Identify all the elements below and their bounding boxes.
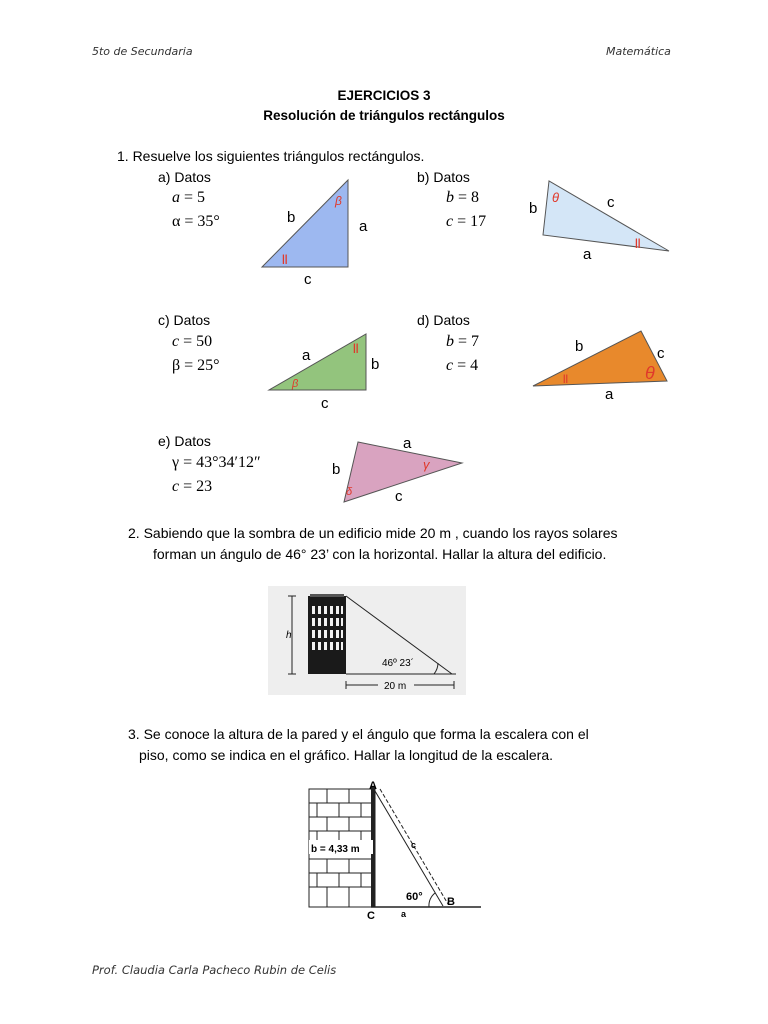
- page-subtitle: Resolución de triángulos rectángulos: [263, 108, 505, 123]
- ex1a-right-mark: ||: [282, 254, 288, 265]
- ex1-statement: 1. Resuelve los siguientes triángulos rectángulos.: [117, 148, 425, 164]
- ex1e-angle-gamma: γ: [423, 457, 430, 472]
- ex1e-angle-delta: δ: [346, 486, 353, 498]
- ex3-angle-label: 60°: [406, 891, 423, 903]
- ex1b-angle-label: θ: [552, 190, 560, 205]
- ex1d-angle-label: θ: [645, 363, 655, 383]
- ex2-height-label: h: [286, 630, 292, 641]
- ex1b-side-a: a: [583, 246, 592, 263]
- ex1a-datum-1: a = 5: [172, 189, 206, 206]
- ex1d-side-b: b: [575, 338, 584, 355]
- ex1b-side-c: c: [607, 194, 615, 211]
- ex3-line-1: 3. Se conoce la altura de la pared y el ángulo que forma la escalera con el: [128, 726, 589, 742]
- ex3-vertex-b: B: [447, 896, 455, 908]
- ex1d-triangle-figure: [525, 325, 675, 405]
- ex2-line-1: 2. Sabiendo que la sombra de un edificio mide 20 m , cuando los rayos solares: [128, 525, 618, 541]
- ex2-line-2: forman un ángulo de 46° 23’ con la horizontal. Hallar la altura del edificio.: [153, 546, 607, 562]
- ex1a-side-b: b: [287, 209, 296, 226]
- ex1d-right-mark: ||: [563, 373, 569, 383]
- ex1b-triangle-figure: [525, 175, 675, 265]
- ex1e-label: e) Datos: [158, 433, 211, 449]
- ex1e-triangle-figure: [325, 432, 470, 507]
- header-left: 5to de Secundaria: [92, 45, 193, 58]
- ex1c-side-a: a: [302, 347, 311, 364]
- ex3-vertex-c: C: [367, 910, 375, 922]
- ex1a-side-a: a: [359, 218, 368, 235]
- ex2-length-label: 20 m: [384, 681, 407, 692]
- page-title: EJERCICIOS 3: [337, 88, 431, 103]
- ex1b-side-b: b: [529, 200, 538, 217]
- ex1a-triangle-figure: [255, 175, 375, 285]
- ex1d-side-c: c: [657, 345, 665, 362]
- ex3-line-2: piso, como se indica en el gráfico. Hallar la longitud de la escalera.: [139, 747, 554, 763]
- ex2-angle-label: 46º 23´: [382, 658, 415, 669]
- ex1a-side-c: c: [304, 271, 312, 285]
- ex1e-side-b: b: [332, 461, 341, 478]
- ex1d-datum-1: b = 7: [446, 333, 480, 350]
- ex1d-datum-2: c = 4: [446, 357, 479, 374]
- ex1c-datum-2: β = 25°: [172, 357, 220, 374]
- ex1c-datum-1: c = 50: [172, 333, 213, 350]
- ex1c-side-b: b: [371, 356, 380, 373]
- ex1d-label: d) Datos: [417, 312, 470, 328]
- ex2-building-roof: [310, 594, 344, 597]
- ex1b-right-mark: ||: [635, 238, 641, 249]
- ex1e-datum-1: γ = 43°34′12″: [172, 454, 261, 471]
- ex1a-label: a) Datos: [158, 169, 211, 185]
- ex1b-triangle: [543, 181, 669, 251]
- ex1c-label: c) Datos: [158, 312, 211, 328]
- ex1e-datum-2: c = 23: [172, 478, 213, 495]
- ex1b-datum-1: b = 8: [446, 189, 480, 206]
- ex3-ladder-figure: [305, 777, 485, 922]
- ex1c-triangle-figure: [262, 328, 392, 413]
- ex3-ladder-rail-1: [375, 791, 443, 906]
- header-right: Matemática: [606, 45, 671, 58]
- ex2-building-figure: [268, 586, 466, 695]
- ex1c-right-mark: ||: [353, 343, 359, 354]
- ex3-height-label: b = 4,33 m: [311, 844, 360, 855]
- ex1e-side-c: c: [395, 488, 403, 505]
- ex1a-angle-label: β: [335, 194, 342, 208]
- ex1a-datum-2: α = 35°: [172, 213, 220, 230]
- ex1c-side-c: c: [321, 395, 329, 412]
- ex1b-datum-2: c = 17: [446, 213, 487, 230]
- ex2-figure-background: [268, 586, 466, 695]
- footer-author: Prof. Claudia Carla Pacheco Rubin de Celis: [92, 963, 337, 977]
- ex3-side-a: a: [401, 909, 407, 919]
- ex1d-side-a: a: [605, 386, 614, 403]
- ex3-angle-arc: [429, 893, 435, 907]
- ex1c-triangle: [269, 334, 366, 390]
- ex3-side-c: c: [411, 840, 417, 850]
- ex1c-angle-label: β: [292, 378, 299, 390]
- ex3-vertex-a: A: [369, 780, 377, 792]
- ex1e-side-a: a: [403, 435, 412, 452]
- ex1b-label: b) Datos: [417, 169, 470, 185]
